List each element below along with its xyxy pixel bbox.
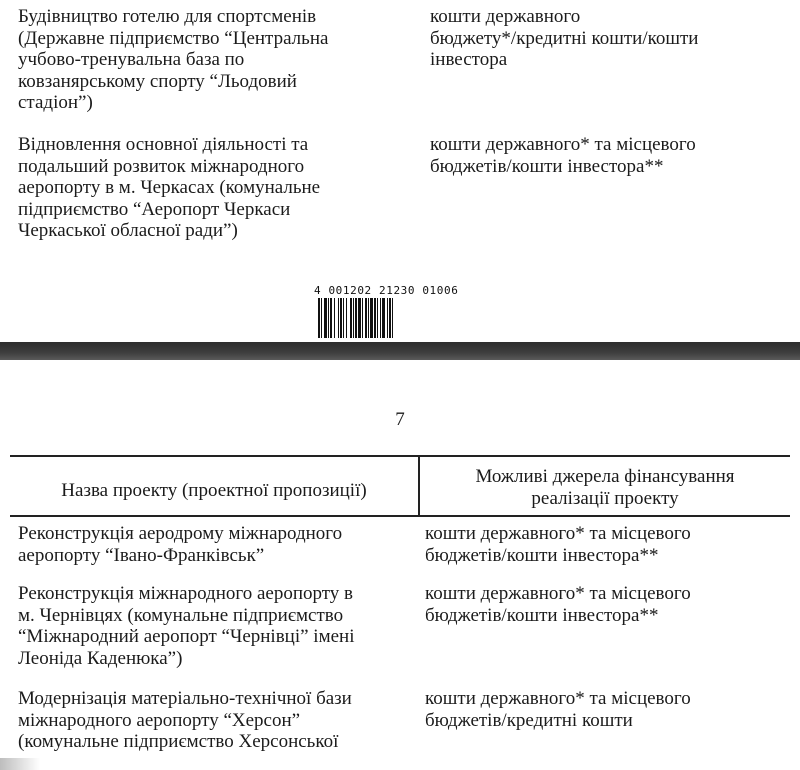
barcode-bar: [330, 298, 332, 338]
table-top-border: [10, 455, 790, 457]
funding-source-cherkasy-airport: кошти державного* та місцевого бюджетів/кошти інвестора**: [430, 134, 696, 177]
barcode-bar: [392, 298, 393, 338]
page-separator: [0, 342, 800, 360]
project-name-chernivtsi: Реконструкція міжнародного аеропорту в м. Чернівцях (комунальне підприємство “Міжнародний аеропорт “Чернівці” імені Леоніда Каденюка”): [18, 583, 355, 669]
barcode-bar: [374, 298, 376, 338]
barcode-bar: [338, 298, 339, 338]
page-edge-shadow: [0, 758, 40, 770]
barcode: [318, 298, 490, 338]
barcode-bar: [346, 298, 347, 338]
barcode-bar: [355, 298, 357, 338]
project-name-cherkasy-airport: Відновлення основної діяльності та подальший розвиток міжнародного аеропорту в м. Черкасах (комунальне підприємство “Аеропорт Черкаси Черкаської обласної ради”): [18, 134, 321, 242]
barcode-number: 4 001202 21230 01006: [314, 284, 459, 297]
barcode-bar: [368, 298, 369, 338]
project-name-ivano-frankivsk: Реконструкція аеродрому міжнародного аеропорту “Івано-Франківськ”: [18, 523, 343, 566]
barcode-bar: [389, 298, 391, 338]
barcode-bar: [358, 298, 361, 338]
barcode-bar: [387, 298, 388, 338]
table-header-bottom-border: [10, 515, 790, 517]
barcode-bar: [340, 298, 342, 338]
barcode-bar: [328, 298, 329, 338]
barcode-bar: [353, 298, 354, 338]
barcode-bar: [380, 298, 381, 338]
barcode-bar: [350, 298, 352, 338]
page-number: 7: [395, 409, 405, 430]
barcode-bar: [318, 298, 320, 338]
funding-source-chernivtsi: кошти державного* та місцевого бюджетів/кошти інвестора**: [425, 583, 691, 626]
barcode-bar: [370, 298, 373, 338]
project-name-hotel: Будівництво готелю для спортсменів (Державне підприємство “Центральна учбово-тренувальна база по ковзанярському спорту “Льодовий стадіон”): [18, 6, 329, 114]
barcode-bar: [334, 298, 335, 338]
barcode-bar: [343, 298, 344, 338]
funding-source-ivano-frankivsk: кошти державного* та місцевого бюджетів/кошти інвестора**: [425, 523, 691, 566]
funding-source-hotel: кошти державного бюджету*/кредитні кошти/кошти інвестора: [430, 6, 699, 71]
barcode-bar: [382, 298, 385, 338]
column-header-project-name: Назва проекту (проектної пропозиції): [61, 480, 367, 501]
barcode-bar: [377, 298, 378, 338]
barcode-bar: [324, 298, 327, 338]
funding-source-kherson: кошти державного* та місцевого бюджетів/кредитні кошти: [425, 688, 691, 731]
barcode-bar: [362, 298, 363, 338]
barcode-bar: [365, 298, 367, 338]
barcode-bar: [321, 298, 322, 338]
project-name-kherson: Модернізація матеріально-технічної бази міжнародного аеропорту “Херсон” (комунальне підприємство Херсонської: [18, 688, 352, 753]
column-header-funding-sources: Можливі джерела фінансування реалізації проекту: [475, 466, 735, 509]
